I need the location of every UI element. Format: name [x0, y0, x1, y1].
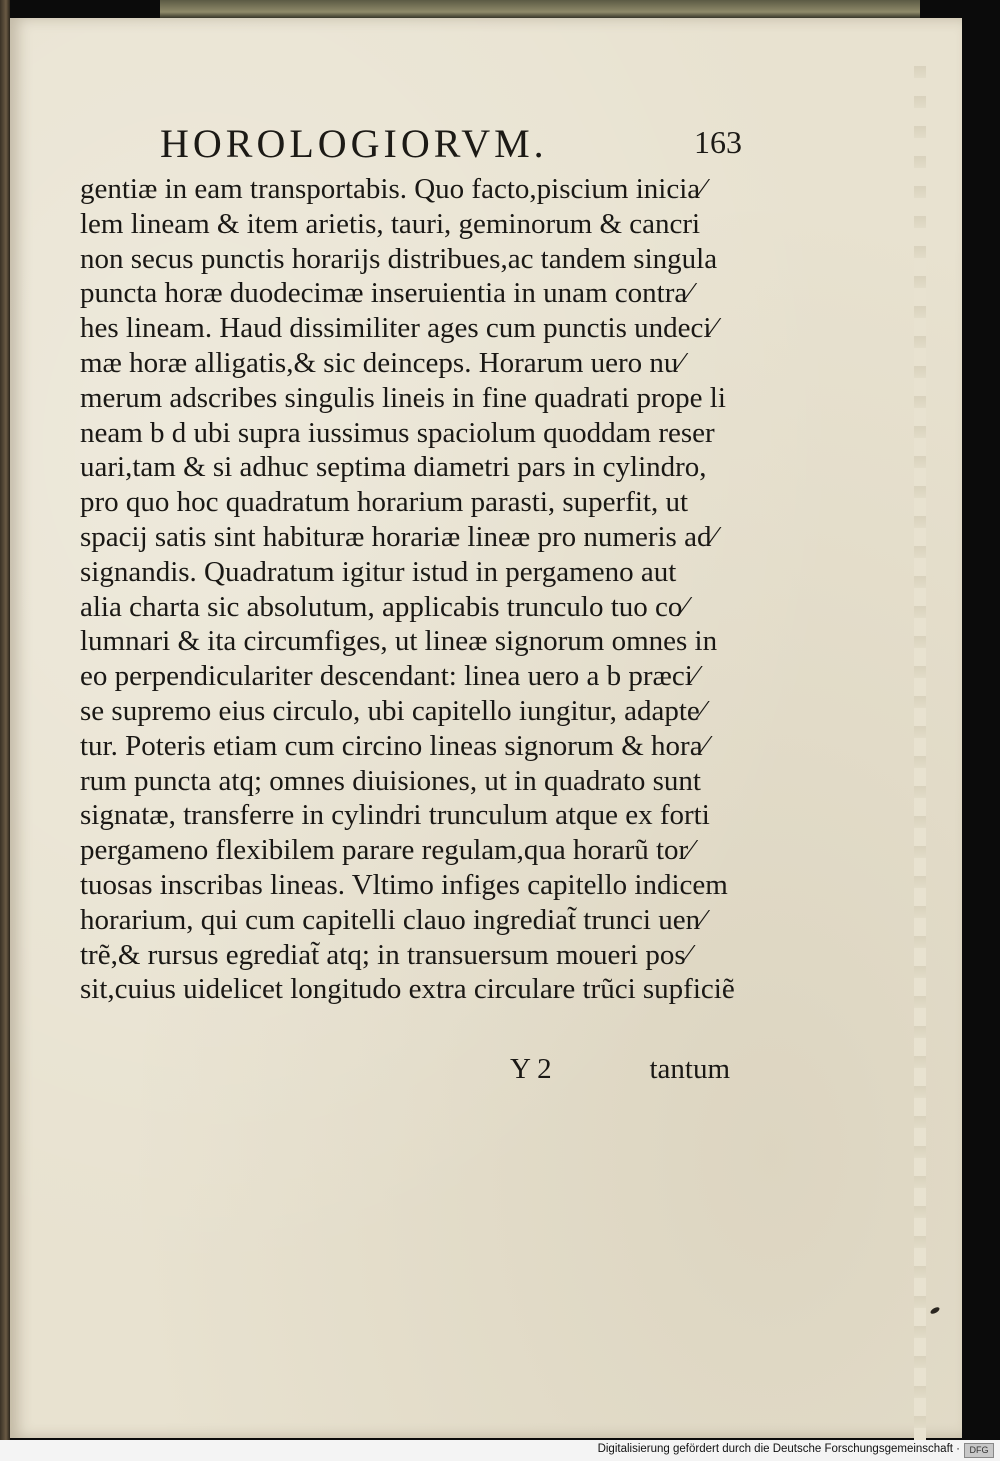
- catchword: tantum: [649, 1053, 730, 1085]
- text-line: tur. Poteris etiam cum circino lineas signorum & hora⁄: [80, 729, 708, 762]
- text-line: signatæ, transferre in cylindri trunculum atque ex forti: [80, 799, 710, 832]
- text-line: merum adscribes singulis lineis in fine quadrati prope li: [80, 381, 726, 414]
- text-line: mæ horæ alligatis,& sic deinceps. Horarum uero nu⁄: [80, 346, 684, 379]
- text-line: lumnari & ita circumfiges, ut lineæ signorum omnes in: [80, 625, 718, 658]
- text-line: spacij satis sint habituræ horariæ lineæ pro numeris ad⁄: [80, 520, 717, 553]
- page-number: 163: [694, 124, 742, 160]
- text-line: neam b d ubi supra iussimus spaciolum quoddam reser: [80, 416, 715, 449]
- funding-credit: Digitalisierung gefördert durch die Deutsche Forschungsgemeinschaft ·: [597, 1443, 960, 1455]
- text-line: gentiæ in eam transportabis. Quo facto,piscium inicia⁄: [80, 173, 705, 205]
- running-head-title: HOROLOGIORVM.: [160, 121, 548, 166]
- text-line: tuosas inscribas lineas. Vltimo infiges capitello indicem: [80, 868, 728, 901]
- body-text: [80, 172, 740, 1007]
- text-line: signandis. Quadratum igitur istud in pergameno aut: [80, 555, 677, 588]
- text-line: pro quo hoc quadratum horarium parasti, superfit, ut: [80, 486, 689, 519]
- text-line: alia charta sic absolutum, applicabis trunculo tuo co⁄: [80, 590, 688, 623]
- book-spine-edge: [0, 0, 10, 1440]
- text-line: trẽ,& rursus egrediat̃ atq; in transuersum moueri pos⁄: [80, 938, 691, 971]
- text-line: eo perpendiculariter descendant: linea uero a b præci⁄: [80, 660, 698, 693]
- text-line: puncta horæ duodecimæ inseruientia in unam contra⁄: [80, 277, 693, 310]
- text-line: pergameno flexibilem parare regulam,qua horarũ tor⁄: [80, 834, 694, 867]
- footer-bar: [0, 1440, 1000, 1461]
- text-line: lem lineam & item arietis, tauri, geminorum & cancri: [80, 207, 701, 240]
- text-line: non secus punctis horarijs distribues,ac tandem singula: [80, 242, 718, 275]
- signature-mark: Y 2: [510, 1053, 552, 1085]
- text-line: horarium, qui cum capitelli clauo ingrediat̃ trunci uen⁄: [80, 903, 705, 936]
- book-top-edge: [160, 0, 920, 20]
- running-head: [160, 120, 742, 170]
- text-line: uari,tam & si adhuc septima diametri pars in cylindro,: [80, 451, 707, 484]
- text-line: se supremo eius circulo, ubi capitello iungitur, adapte⁄: [80, 694, 705, 727]
- page-deckle-edge: [914, 48, 926, 1448]
- dfg-logo: DFG: [964, 1443, 994, 1458]
- text-line: sit,cuius uidelicet longitudo extra circulare trũci supficiẽ: [80, 973, 735, 1006]
- signature-catchword-line: [510, 1053, 730, 1089]
- text-line: hes lineam. Haud dissimiliter ages cum punctis undeci⁄: [80, 312, 717, 345]
- text-line: rum puncta atq; omnes diuisiones, ut in quadrato sunt: [80, 764, 701, 797]
